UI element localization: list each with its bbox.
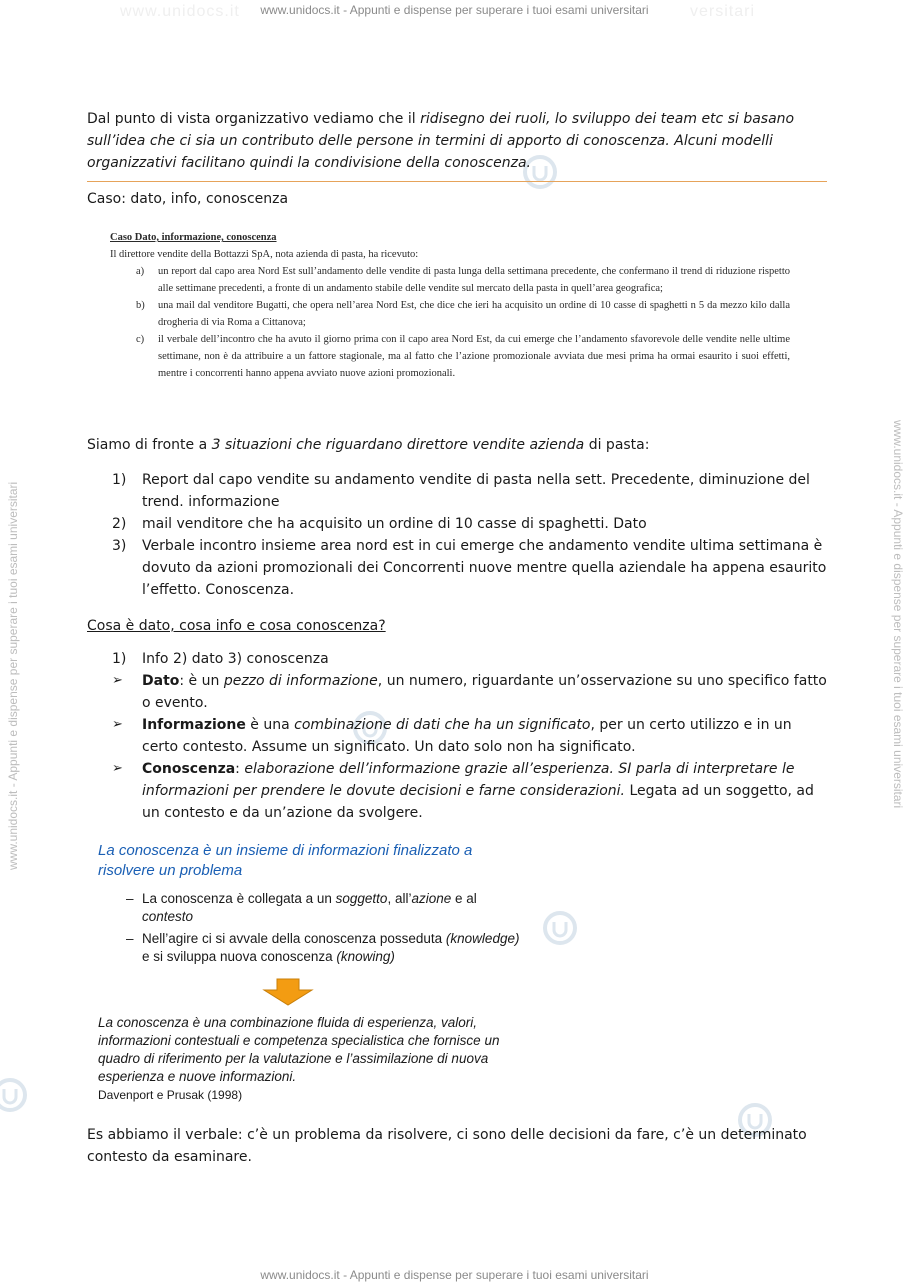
down-arrow-icon (262, 978, 314, 1006)
case-excerpt (110, 229, 790, 382)
case-title: Caso Dato, informazione, conoscenza (110, 232, 277, 243)
slide-bullet: – La conoscenza è collegata a un soggetto, all’azione e al contesto (126, 891, 477, 924)
arrow-bullet-icon: ➢ (112, 761, 123, 776)
case-item: b) una mail dal venditore Bugatti, che opera nell’area Nord Est, che dice che ieri ha acquisito un ordine di 10 casse di spaghetti n 5 da mezzo kilo dalla drogheria di via Roma a Cittanova; (136, 300, 790, 328)
arrow-bullet-icon: ➢ (112, 673, 123, 688)
watermark-ghost-right: versitari (690, 3, 756, 20)
situazioni-paragraph: Siamo di fronte a 3 situazioni che riguardano direttore vendite azienda di pasta: (87, 437, 650, 453)
case-list (110, 263, 790, 382)
arrow-bullet-icon: ➢ (112, 717, 123, 732)
watermark-side-right: www.unidocs.it - Appunti e dispense per superare i tuoi esami universitari (891, 420, 905, 809)
watermark-side-left: www.unidocs.it - Appunti e dispense per superare i tuoi esami universitari (6, 481, 20, 870)
watermark-footer: www.unidocs.it - Appunti e dispense per superare i tuoi esami universitari (260, 1268, 649, 1282)
slide-bullets (126, 890, 526, 970)
slide-bullet: – Nell’agire ci si avvale della conoscenza posseduta (knowledge) e si sviluppa nuova conoscenza (knowing) (126, 931, 520, 964)
watermark-ghost-left: www.unidocs.it (120, 3, 240, 20)
list-item: 3) Verbale incontro insieme area nord est in cui emerge che andamento vendite ultima settimana è dovuto da azioni promozionali dei Concorrenti nuove mentre quella aziendale ha appena esaurito l’effetto. Conoscenza. (112, 538, 827, 598)
intro-paragraph: Dal punto di vista organizzativo vediamo che il ridisegno dei ruoli, lo sviluppo dei team etc si basano sull’idea che ci sia un contributo delle persone in termini di apporto di conoscenza. Alcuni modelli organizzativi facilitano quindi la condivisione della conoscenza. (87, 111, 795, 171)
slide-citation: Davenport e Prusak (1998) (98, 1088, 243, 1102)
case-item: c) il verbale dell’incontro che ha avuto il giorno prima con il capo area Nord Est, da cui emerge che l’andamento sfavorevole delle vendite nelle ultime settimane, non è da attribuire a un fattore stagionale, ma al fatto che l’azione promozionale avviata due mesi prima ha ormai esaurito i suoi effetti, mentre i concorrenti hanno appena avviato nuove azioni promozionali. (136, 334, 790, 379)
slide-title: La conoscenza è un insieme di informazioni finalizzato a risolvere un problema (98, 842, 473, 879)
definizioni-list (112, 648, 832, 824)
unidocs-logo-icon (540, 908, 580, 948)
unidocs-logo-icon (0, 1075, 30, 1115)
case-item: a) un report dal capo area Nord Est sull’andamento delle vendite di pasta lunga della settimana precedente, che confermano il trend di riduzione rispetto alle settimane precedenti, a fronte di un andamento stabile delle vendite sul mercato della pasta in quell’area geografica; (136, 266, 790, 294)
list-item: 2) mail venditore che ha acquisito un ordine di 10 casse di spaghetti. Dato (112, 516, 647, 532)
definition-informazione: ➢ Informazione è una combinazione di dati che ha un significato, per un certo utilizzo e in un certo contesto. Assume un significato. Un dato solo non ha significato. (112, 714, 832, 758)
caso-heading: Caso: dato, info, conoscenza (87, 191, 289, 207)
divider-rule (87, 181, 827, 182)
situazioni-list (112, 469, 832, 601)
final-paragraph: Es abbiamo il verbale: c’è un problema da risolvere, ci sono delle decisioni da fare, c’è un determinato contesto da esaminare. (87, 1127, 807, 1165)
list-item: 1) Report dal capo vendite su andamento vendite di pasta nella sett. Precedente, diminuzione del trend. informazione (112, 472, 810, 510)
slide-quote: La conoscenza è una combinazione fluida di esperienza, valori, informazioni contestuali e competenza specialistica che fornisce un quadro di riferimento per la valutazione e l’assimilazione di nuova esperienza e nuove informazioni. (98, 1015, 500, 1084)
list-item: 1) Info 2) dato 3) conoscenza (112, 651, 329, 667)
watermark-header: www.unidocs.it - Appunti e dispense per superare i tuoi esami universitari (260, 3, 649, 17)
cosa-heading: Cosa è dato, cosa info e cosa conoscenza? (87, 618, 386, 634)
definition-conoscenza: ➢ Conoscenza: elaborazione dell’informazione grazie all’esperienza. SI parla di interpretare le informazioni per prendere le dovute decisioni e farne considerazioni. Legata ad un soggetto, ad un contesto e da un’azione da svolgere. (112, 758, 832, 824)
case-lead: Il direttore vendite della Bottazzi SpA, nota azienda di pasta, ha ricevuto: (110, 249, 419, 260)
definition-dato: ➢ Dato: è un pezzo di informazione, un numero, riguardante un’osservazione su uno specifico fatto o evento. (112, 670, 832, 714)
